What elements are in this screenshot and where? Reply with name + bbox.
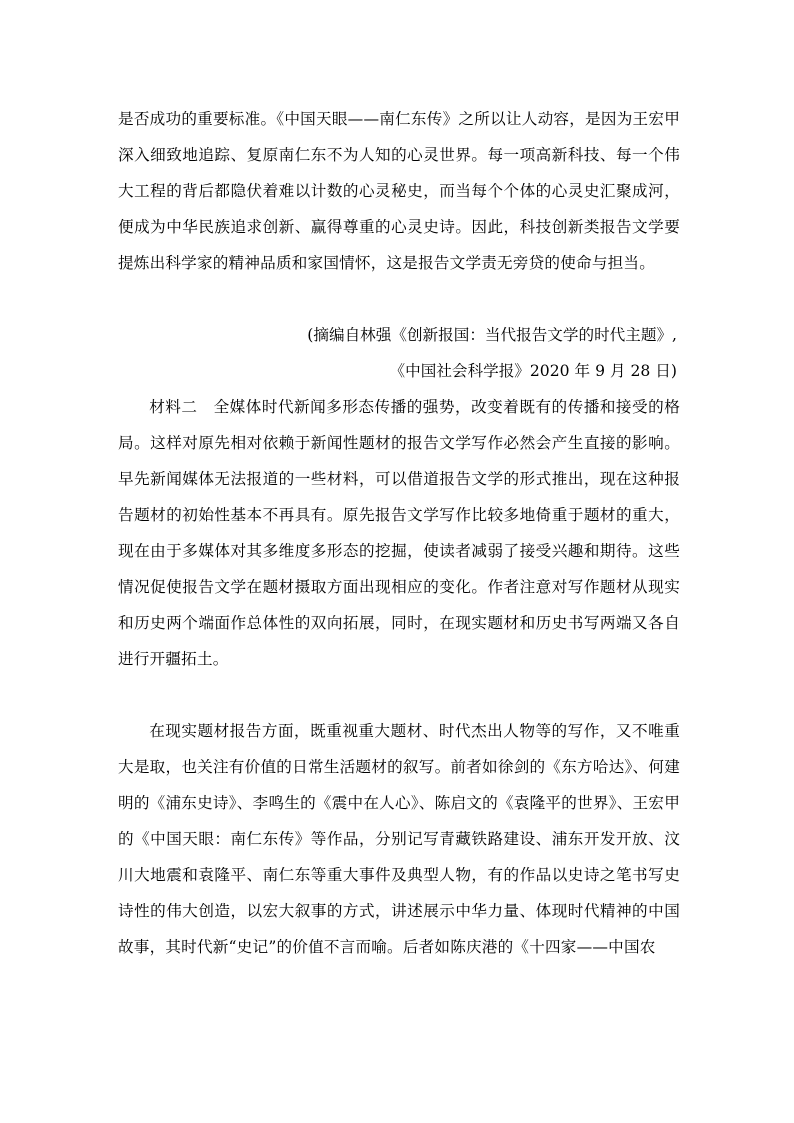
citation-line-1: (摘编自林强《创新报国：当代报告文学的时代主题》,: [307, 326, 677, 344]
paragraph-2: 材料二 全媒体时代新闻多形态传播的强势，改变着既有的传播和接受的格局。这样对原先相对依赖于新闻性题材的报告文学写作必然会产生直接的影响。早先新闻媒体无法报道的一些材料，可以借道报告文学的形式推出，现在这种报告题材的初始性基本不再具有。原先报告文学写作比较多地倚重于题材的重大，现在由于多媒体对其多维度多形态的挖掘，使读者减弱了接受兴趣和期待。这些情况促使报告文学在题材摄取方面出现相应的变化。作者注意对写作题材从现实和历史两个端面作总体性的双向拓展，同时，在现实题材和历史书写两端又各自进行开疆拓土。: [118, 398, 680, 668]
paragraph-1: 是否成功的重要标准。《中国天眼——南仁东传》之所以让人动容，是因为王宏甲深入细致地追踪、复原南仁东不为人知的心灵世界。每一项高新科技、每一个伟大工程的背后都隐伏着难以计数的心灵秘史，而当每个个体的心灵史汇聚成河，便成为中华民族追求创新、赢得尊重的心灵史诗。因此，科技创新类报告文学要提炼出科学家的精神品质和家国情怀，这是报告文学责无旁贷的使命与担当。: [118, 110, 680, 272]
text-block-2: [118, 389, 680, 677]
paragraph-3: 在现实题材报告方面，既重视重大题材、时代杰出人物等的写作，又不唯重大是取，也关注有价值的日常生活题材的叙写。前者如徐剑的《东方哈达》、何建明的《浦东史诗》、李鸣生的《震中在人心》、陈启文的《袁隆平的世界》、王宏甲的《中国天眼：南仁东传》等作品，分别记写青藏铁路建设、浦东开发开放、汶川大地震和袁隆平、南仁东等重大事件及典型人物，有的作品以史诗之笔书写史诗性的伟大创造，以宏大叙事的方式，讲述展示中华力量、体现时代精神的中国故事，其时代新“史记”的价值不言而喻。后者如陈庆港的《十四家——中国农: [118, 722, 680, 956]
text-block-1: [118, 101, 680, 281]
text-block-3: [118, 713, 680, 965]
citation-line-2: 《中国社会科学报》2020 年 9 月 28 日): [389, 362, 677, 380]
